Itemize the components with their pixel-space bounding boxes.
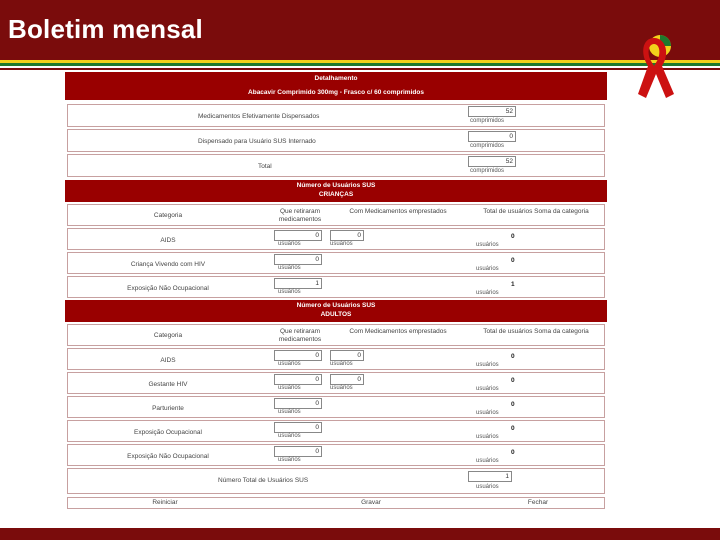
adults-row	[67, 372, 605, 394]
adults-row-retiraram[interactable]: 0	[274, 374, 322, 385]
children-row-retiraram[interactable]: 1	[274, 278, 322, 289]
button-row	[67, 497, 605, 509]
adults-row	[67, 420, 605, 442]
detail-row-unit: comprimidos	[470, 143, 505, 149]
adults-row-category: Exposição Ocupacional	[134, 429, 202, 436]
adults-row-emprestado-unit: usuários	[330, 361, 353, 367]
adults-row-total-unit: usuários	[476, 410, 499, 416]
adults-row	[67, 444, 605, 466]
children-row-total-unit: usuários	[476, 242, 499, 248]
detail-row	[67, 104, 605, 127]
adults-row-category: AIDS	[160, 357, 176, 364]
adults-row-total-unit: usuários	[476, 434, 499, 440]
adults-header-retiraram: Que retiraram medicamentos	[278, 328, 322, 343]
adults-row-retiraram-unit: usuários	[278, 409, 301, 415]
detail-bar	[65, 72, 607, 100]
adults-row-total: 0	[511, 425, 515, 432]
adults-row-retiraram[interactable]: 0	[274, 398, 322, 409]
children-row-total-unit: usuários	[476, 266, 499, 272]
adults-row-emprestado[interactable]: 0	[330, 374, 364, 385]
total-users-value[interactable]: 1	[468, 471, 512, 482]
fechar-button[interactable]: Fechar	[527, 499, 549, 506]
detail-title: Detalhamento	[314, 75, 358, 82]
adults-header-row	[67, 324, 605, 346]
adults-row-emprestado[interactable]: 0	[330, 350, 364, 361]
children-bar	[65, 180, 607, 202]
children-row-retiraram[interactable]: 0	[274, 254, 322, 265]
detail-row-value[interactable]: 0	[468, 131, 516, 142]
slide-footer	[0, 528, 720, 540]
detail-row-unit: comprimidos	[470, 118, 505, 124]
children-row-total: 0	[511, 257, 515, 264]
adults-subtitle: ADULTOS	[320, 311, 352, 318]
total-users-row	[67, 468, 605, 494]
boletim-form	[65, 72, 607, 520]
children-row-emprestado[interactable]: 0	[330, 230, 364, 241]
adults-row	[67, 396, 605, 418]
adults-bar	[65, 300, 607, 322]
children-row	[67, 276, 605, 298]
adults-row-total: 0	[511, 401, 515, 408]
detail-row	[67, 154, 605, 177]
gravar-button[interactable]: Gravar	[361, 499, 381, 506]
children-header-row	[67, 204, 605, 226]
total-users-unit: usuários	[476, 484, 499, 490]
detail-row-label: Dispensado para Usuário SUS Internado	[198, 138, 316, 145]
children-row-total: 1	[511, 281, 515, 288]
children-row-category: Criança Vivendo com HIV	[130, 261, 206, 268]
adults-row-retiraram-unit: usuários	[278, 361, 301, 367]
detail-row-label: Medicamentos Efetivamente Dispensados	[198, 113, 320, 120]
children-header-total: Total de usuários Soma da categoria	[483, 208, 589, 215]
red-stripe	[0, 68, 720, 70]
adults-row	[67, 348, 605, 370]
adults-row-retiraram-unit: usuários	[278, 457, 301, 463]
children-row-retiraram-unit: usuários	[278, 265, 301, 271]
children-row	[67, 252, 605, 274]
children-row-total: 0	[511, 233, 515, 240]
children-row-category: AIDS	[160, 237, 176, 244]
adults-header-categoria: Categoria	[153, 332, 183, 339]
detail-row	[67, 129, 605, 152]
adults-row-total-unit: usuários	[476, 386, 499, 392]
reiniciar-button[interactable]: Reiniciar	[152, 499, 178, 506]
detail-subtitle: Abacavir Comprimido 300mg - Frasco c/ 60 comprimidos	[248, 89, 424, 96]
adults-row-retiraram-unit: usuários	[278, 385, 301, 391]
adults-row-retiraram-unit: usuários	[278, 433, 301, 439]
children-header-categoria: Categoria	[153, 212, 183, 219]
children-header-retiraram: Que retiraram medicamentos	[278, 208, 322, 223]
adults-row-retiraram[interactable]: 0	[274, 446, 322, 457]
adults-header-total: Total de usuários Soma da categoria	[483, 328, 589, 335]
slide-title: Boletim mensal	[8, 14, 203, 44]
children-row	[67, 228, 605, 250]
adults-row-retiraram[interactable]: 0	[274, 422, 322, 433]
children-title: Número de Usuários SUS	[296, 182, 376, 189]
adults-row-category: Parturiente	[152, 405, 184, 412]
detail-row-label: Total	[258, 163, 272, 170]
adults-row-total-unit: usuários	[476, 458, 499, 464]
adults-row-emprestado-unit: usuários	[330, 385, 353, 391]
adults-row-category: Exposição Não Ocupacional	[127, 453, 209, 460]
adults-row-total: 0	[511, 353, 515, 360]
detail-row-value[interactable]: 52	[468, 106, 516, 117]
children-subtitle: CRIANÇAS	[318, 191, 354, 198]
children-row-retiraram[interactable]: 0	[274, 230, 322, 241]
adults-header-emprestados: Com Medicamentos emprestados	[349, 328, 447, 335]
children-row-retiraram-unit: usuários	[278, 241, 301, 247]
children-row-retiraram-unit: usuários	[278, 289, 301, 295]
adults-row-category: Gestante HIV	[148, 381, 188, 388]
total-users-label: Número Total de Usuários SUS	[218, 477, 309, 484]
adults-row-total-unit: usuários	[476, 362, 499, 368]
children-header-emprestados: Com Medicamentos emprestados	[349, 208, 447, 215]
children-row-category: Exposição Não Ocupacional	[127, 285, 209, 292]
detail-row-value[interactable]: 52	[468, 156, 516, 167]
aids-ribbon-icon	[634, 32, 680, 104]
adults-title: Número de Usuários SUS	[296, 302, 376, 309]
detail-row-unit: comprimidos	[470, 168, 505, 174]
children-row-emprestado-unit: usuários	[330, 241, 353, 247]
adults-row-total: 0	[511, 377, 515, 384]
slide-header	[0, 0, 720, 60]
adults-row-total: 0	[511, 449, 515, 456]
adults-row-retiraram[interactable]: 0	[274, 350, 322, 361]
children-row-total-unit: usuários	[476, 290, 499, 296]
